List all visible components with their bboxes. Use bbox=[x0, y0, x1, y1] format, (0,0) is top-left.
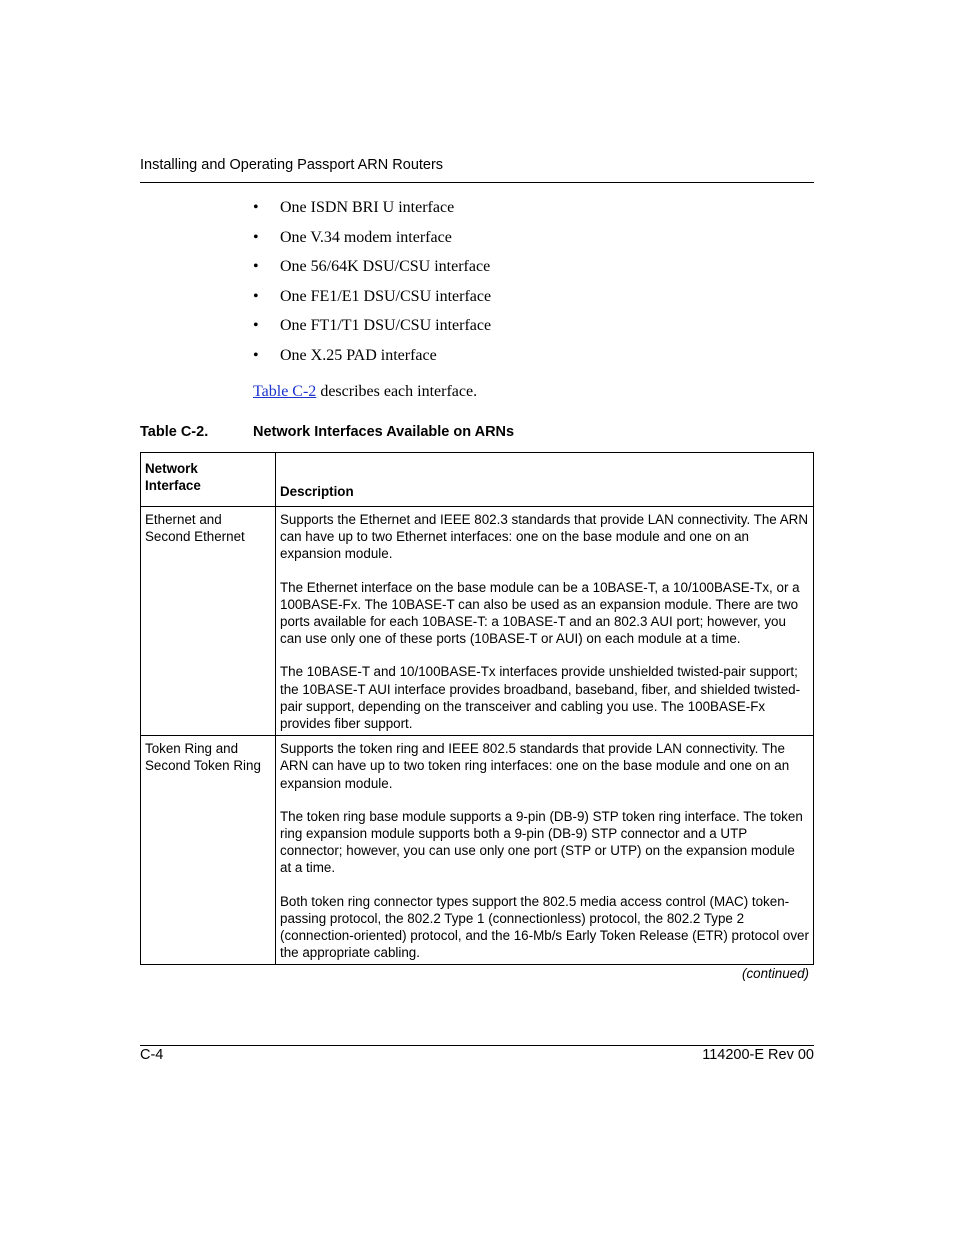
network-interfaces-table bbox=[140, 452, 814, 965]
list-item bbox=[253, 198, 491, 228]
interface-name-cell: Ethernet and Second Ethernet bbox=[141, 507, 276, 736]
table-row bbox=[141, 736, 814, 965]
table-row bbox=[141, 507, 814, 736]
bullet-glyph: • bbox=[253, 228, 259, 246]
list-item bbox=[253, 287, 491, 317]
bullet-glyph: • bbox=[253, 287, 259, 305]
caption-number: Table C-2. bbox=[140, 424, 209, 440]
reference-text: describes each interface. bbox=[316, 383, 478, 400]
document-id: 114200-E Rev 00 bbox=[702, 1047, 814, 1063]
table-reference-paragraph bbox=[253, 382, 477, 402]
table-c2-link[interactable]: Table C-2 bbox=[253, 383, 317, 400]
description-paragraph: The token ring base module supports a 9-pin (DB-9) STP token ring interface. The token ring expansion module supports both a 9-pin (DB-9) STP connector and a UTP connector; however, you can use only one port (STP or UTP) on the expansion module at a time. bbox=[280, 808, 803, 876]
interface-bullet-list bbox=[253, 198, 491, 376]
bullet-text: One FT1/T1 DSU/CSU interface bbox=[280, 317, 492, 335]
column-header-interface bbox=[141, 453, 276, 507]
running-header: Installing and Operating Passport ARN Routers bbox=[140, 157, 444, 173]
list-item bbox=[253, 346, 491, 376]
table-caption bbox=[140, 424, 514, 440]
bullet-text: One V.34 modem interface bbox=[280, 228, 452, 246]
description-paragraph: Supports the token ring and IEEE 802.5 standards that provide LAN connectivity. The ARN can have up to two token ring interfaces: one on the base module and one on an expansion module. bbox=[280, 741, 790, 791]
bullet-glyph: • bbox=[253, 317, 259, 335]
header-line: Network bbox=[145, 461, 198, 476]
bullet-glyph: • bbox=[253, 346, 259, 364]
description-paragraph: Supports the Ethernet and IEEE 802.3 standards that provide LAN connectivity. The ARN can have up to two Ethernet interfaces: one on the base module and one on an expansion module. bbox=[280, 512, 809, 562]
header-rule bbox=[140, 182, 814, 183]
interface-name-cell: Token Ring and Second Token Ring bbox=[141, 736, 276, 965]
bullet-text: One ISDN BRI U interface bbox=[280, 199, 455, 216]
column-header-description: Description bbox=[276, 453, 814, 507]
continued-note: (continued) bbox=[742, 966, 809, 981]
list-item bbox=[253, 257, 491, 287]
description-paragraph: Both token ring connector types support the 802.5 media access control (MAC) token-passing protocol, the 802.2 Type 1 (connectionless) protocol, the 802.2 Type 2 (connection-oriented) protocol, and the 16-Mb/s Early Token Release (ETR) protocol over the appropriate cabling. bbox=[280, 893, 809, 961]
bullet-glyph: • bbox=[253, 258, 259, 276]
description-cell bbox=[276, 736, 814, 965]
list-item bbox=[253, 228, 491, 258]
list-item bbox=[253, 316, 491, 346]
description-paragraph: The Ethernet interface on the base module can be a 10BASE-T, a 10/100BASE-Tx, or a 100BASE-Fx. The 10BASE-T can also be used as an expansion module. There are two ports available for each 10BASE-T: a 10BASE-T and an 802.3 AUI port; however, you can use only one of these ports (10BASE-T or AUI) on each module at a time. bbox=[280, 579, 800, 647]
bullet-text: One FE1/E1 DSU/CSU interface bbox=[280, 287, 492, 305]
header-line: Interface bbox=[145, 478, 201, 494]
bullet-text: One X.25 PAD interface bbox=[280, 346, 437, 364]
footer-rule bbox=[140, 1045, 814, 1046]
bullet-text: One 56/64K DSU/CSU interface bbox=[280, 258, 491, 276]
description-paragraph: The 10BASE-T and 10/100BASE-Tx interfaces provide unshielded twisted-pair support; the 10BASE-T AUI interface provides broadband, baseband, fiber, and shielded twisted-pair support, depending on the transceiver and cabling you use. The 100BASE-Fx provides fiber support. bbox=[280, 664, 801, 732]
description-cell bbox=[276, 507, 814, 736]
page-number: C-4 bbox=[140, 1047, 164, 1063]
bullet-glyph: • bbox=[253, 199, 259, 216]
caption-title: Network Interfaces Available on ARNs bbox=[253, 424, 515, 440]
table-header-row bbox=[141, 453, 814, 507]
